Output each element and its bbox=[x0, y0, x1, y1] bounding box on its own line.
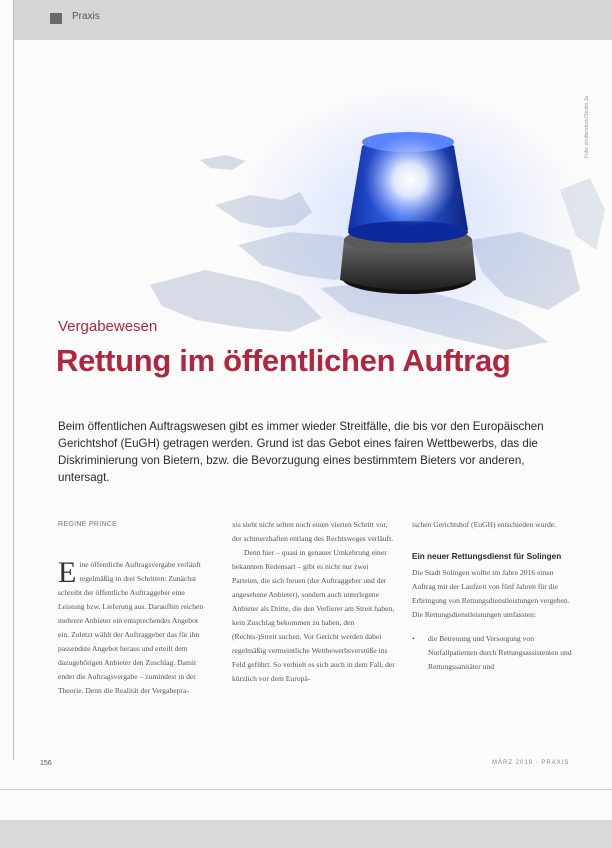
text-column-2 bbox=[232, 518, 396, 686]
section-subhead: Ein neuer Rettungsdienst für Solingen bbox=[412, 552, 562, 561]
page-number: 156 bbox=[40, 760, 52, 767]
scan-edge bbox=[0, 789, 612, 790]
section-label: Praxis bbox=[72, 11, 100, 22]
text-column-1 bbox=[58, 518, 208, 698]
body-text: ine öffentliche Auftragsvergabe verläuft regelmäßig in drei Schritten: Zunächst schreibt der öffentliche Auftraggeber eine Leistung bzw. Lieferung aus. Daraufhin reichen mehrere Anbieter ein entsprechendes Angebot ein. Zuletzt wählt der Auftraggeber das für ihn passendste Angebot heraus und erteilt dem dazugehörigen Anbieter den Zuschlag. Damit endet die Auftragsvergabe – zumindest in der Theorie. Denn die Realität der Vergabepra- bbox=[58, 560, 204, 695]
photo-credit: Foto: shutterstock/Studio Ja bbox=[584, 96, 590, 158]
section-header-bar bbox=[14, 0, 612, 40]
body-paragraph bbox=[58, 558, 208, 698]
body-paragraph: ischen Gerichtshof (EuGH) entschieden wurde. bbox=[412, 520, 557, 529]
text-column-3 bbox=[412, 518, 572, 674]
body-paragraph: Denn hier – quasi in genauer Umkehrung einer bekannten Redensart – gibt es nicht nur zwei Parteien, die sich freuen (der Auftraggeber und der angesehene Anbieter), sondern auch unterlegene Anbieter als Dritte, die den Verlierer am Streit haben, kein Zuschlag bekommen zu haben, den (Rechts-)Streit suchen. Vor Gericht werden dabei regelmäßig vermeintliche Wettbewerbsverstöße ins Feld geführt. So verhielt es sich auch in dem Fall, der kürzlich vor dem Europä- bbox=[232, 548, 395, 683]
list-item bbox=[412, 632, 572, 674]
hero-illustration bbox=[0, 60, 612, 360]
bullet-icon: • bbox=[412, 634, 415, 643]
body-paragraph: xis sieht nicht selten noch einen vierten Schritt vor, der schmerzhaften entlang des Rechtsweges verläuft. bbox=[232, 520, 394, 543]
article-kicker: Vergabewesen bbox=[58, 318, 158, 335]
author-byline: REGINE PRINCE bbox=[58, 521, 118, 528]
issue-footer: MÄRZ 2019 · PRAXIS bbox=[492, 760, 570, 766]
drop-cap: E bbox=[58, 556, 77, 589]
section-marker-icon bbox=[50, 13, 62, 24]
list-item-text: die Betreuung und Versorgung von Notfallpatienten durch Rettungsassistenten und Rettungssanitäter und bbox=[428, 634, 572, 671]
article-lead: Beim öffentlichen Auftragswesen gibt es immer wieder Streitfälle, die bis vor den Europäischen Gerichtshof (EuGH) getragen werden. Grund ist das Gebot eines fairen Wettbewerbs, das die Diskriminierung von Bietern, bzw. die Bevorzugung eines bestimmtem Bieters vor anderen, untersagt. bbox=[58, 420, 544, 484]
article-headline: Rettung im öffentlichen Auftrag bbox=[56, 343, 511, 378]
body-paragraph: Die Stadt Solingen wollte im Jahre 2016 einen Auftrag mit der Laufzeit von fünf Jahren für die Erbringung von Rettungsdienstleistungen vergeben. Die Rettungsdienstleistungen umfassten: bbox=[412, 568, 570, 619]
blue-beacon-icon bbox=[340, 132, 476, 294]
